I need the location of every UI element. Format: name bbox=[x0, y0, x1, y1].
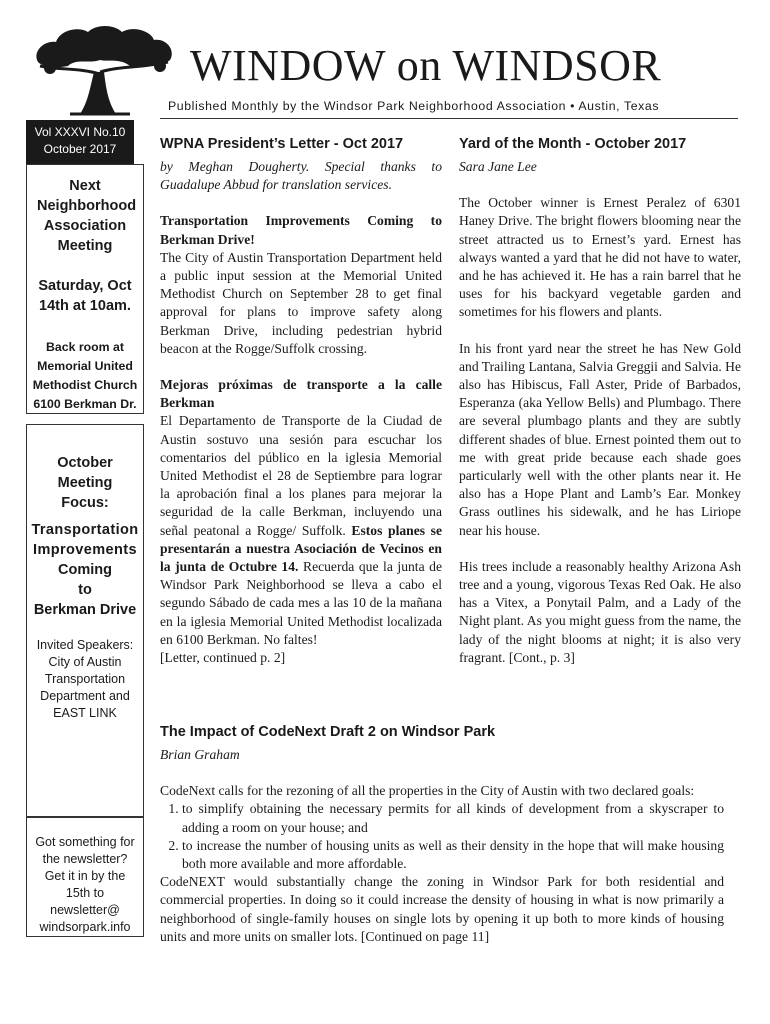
codenext-goals bbox=[160, 800, 724, 873]
newsletter-note: Got something for the newsletter? Get it in by the 15th to newsletter@ windsorpark.info bbox=[35, 835, 135, 934]
codenext-title: The Impact of CodeNext Draft 2 on Windsor Park bbox=[160, 724, 496, 740]
meeting-heading: Next Neighborhood Association Meeting bbox=[37, 178, 137, 254]
header-divider bbox=[160, 118, 738, 119]
presidents-letter bbox=[160, 134, 442, 667]
letter-continued: [Letter, continued p. 2] bbox=[160, 650, 286, 666]
english-body: The City of Austin Transportation Department held a public input session at the Memorial United Methodist Church on September 28 to get final approval for plans to improve safety along Berkman Drive, including pedestrian hybrid beacon at the Rogge/Suffolk crossing. bbox=[160, 249, 442, 356]
list-item: 1. to simplify obtaining the necessary permits for all kinds of development from a skyscraper to adding a room on your house; and bbox=[182, 800, 724, 836]
spanish-body-text: El Departamento de Transporte de la Ciudad de Austin sostuvo una sesión para escuchar los comentarios del público en la iglesia Memorial United Methodist el 28 de Septiembre para lograr la aprobación final a los planes para mejorar la seguridad de la calle Berkman, incluyendo una señal peatonal a Rogge/ Suffolk. bbox=[160, 413, 442, 538]
tree-logo-icon bbox=[30, 22, 178, 118]
focus-topic-4: Berkman Drive bbox=[33, 602, 137, 618]
yard-of-the-month bbox=[459, 134, 741, 667]
presidents-letter-title: WPNA President’s Letter - Oct 2017 bbox=[160, 136, 404, 152]
spanish-body-text-2: Recuerda que la junta de Windsor Park Neighborhood se lleva a cabo el segundo Sábado de cada mes a las 10 de la mañana en la iglesia Memorial United Methodist localizada en 6100 Berkman. No faltes! bbox=[160, 559, 442, 647]
focus-topic-2: Coming bbox=[58, 562, 112, 578]
masthead-title: WINDOW on WINDSOR bbox=[190, 41, 662, 90]
spanish-body bbox=[160, 412, 442, 649]
meeting-box bbox=[26, 164, 144, 414]
english-heading: Transportation Improvements Coming to Berkman Drive! bbox=[160, 213, 442, 247]
presidents-letter-byline: by Meghan Dougherty. Special thanks to Guadalupe Abbud for translation services. bbox=[160, 159, 442, 193]
focus-topic-3: to bbox=[78, 582, 92, 598]
yard-paragraph-1: The October winner is Ernest Peralez of 6301 Haney Drive. The bright flowers blooming near the street attracted us to Ernest’s yard. Ernest has always wanted a yard that he did not have to water, and he has achieved it. He has a rain barrel that he uses for his backyard vegetable garden and sometimes for his flowers and plants. bbox=[459, 195, 741, 320]
newsletter-box bbox=[26, 817, 144, 937]
yard-paragraph-2: In his front yard near the street he has New Gold and Trailing Lantana, Salvia Greggii and Salvia. He also has Hibiscus, Fall Aster, Pride of Barbados, Esperanza (aka Yellow Bells) and Plumbago. There are several plumbago plants and they are subtly different shades of blue. Ernest pointed them out to me with great pride because each shade goes particularly well with the other plants near it. He also has a Hope Plant and Lamb’s Ear. Monkey Grass outlines his sidewalk, and he has Liriope near his house. bbox=[459, 340, 742, 538]
meeting-place: Back room at Memorial United Methodist Church 6100 Berkman Dr. bbox=[32, 340, 138, 411]
focus-label: October Meeting Focus: bbox=[57, 455, 113, 511]
issue-info bbox=[26, 120, 134, 164]
list-item: 2. to increase the number of housing units as well as their density in the hope that will make housing both more available and more affordable. bbox=[182, 837, 724, 873]
issue-volume: Vol XXXVI No.10 bbox=[34, 125, 126, 139]
spanish-heading: Mejoras próximas de transporte a la calle Berkman bbox=[160, 377, 442, 411]
codenext-intro: CodeNext calls for the rezoning of all the properties in the City of Austin with two declared goals: bbox=[160, 783, 695, 799]
codenext-body: CodeNEXT would substantially change the zoning in Windsor Park for both residential and commercial properties. In doing so it could increase the density of housing in what is now primarily a neighborhood of single-family houses on single lots by opening it up both to more kinds of housing units and more units on smaller lots. [Continued on page 11] bbox=[160, 874, 724, 944]
codenext-article bbox=[160, 722, 724, 946]
focus-topic-1: Transportation Improvements bbox=[31, 522, 139, 558]
yard-paragraph-3: His trees include a reasonably healthy Arizona Ash tree and a young, vigorous Texas Red Oak. He also has a Vitex, a Ponytail Palm, and a Lady of the Night plant. As you might guess from the name, the lady of the night blooms at night; it is also very fragrant. [Cont., p. 3] bbox=[459, 558, 741, 665]
spanish-bold-text: Estos planes se presentarán a nuestra Asociación de Vecinos en la junta de Octubre 14. bbox=[160, 522, 442, 575]
meeting-focus-box bbox=[26, 424, 144, 817]
codenext-byline: Brian Graham bbox=[160, 747, 240, 762]
yard-byline: Sara Jane Lee bbox=[459, 159, 537, 174]
masthead-subtitle: Published Monthly by the Windsor Park Neighborhood Association • Austin, Texas bbox=[168, 99, 660, 113]
issue-date: October 2017 bbox=[43, 142, 117, 156]
yard-title: Yard of the Month - October 2017 bbox=[459, 136, 687, 152]
meeting-time: Saturday, Oct 14th at 10am. bbox=[38, 278, 132, 314]
invited-speakers: Invited Speakers: City of Austin Transportation Department and EAST LINK bbox=[36, 638, 134, 720]
